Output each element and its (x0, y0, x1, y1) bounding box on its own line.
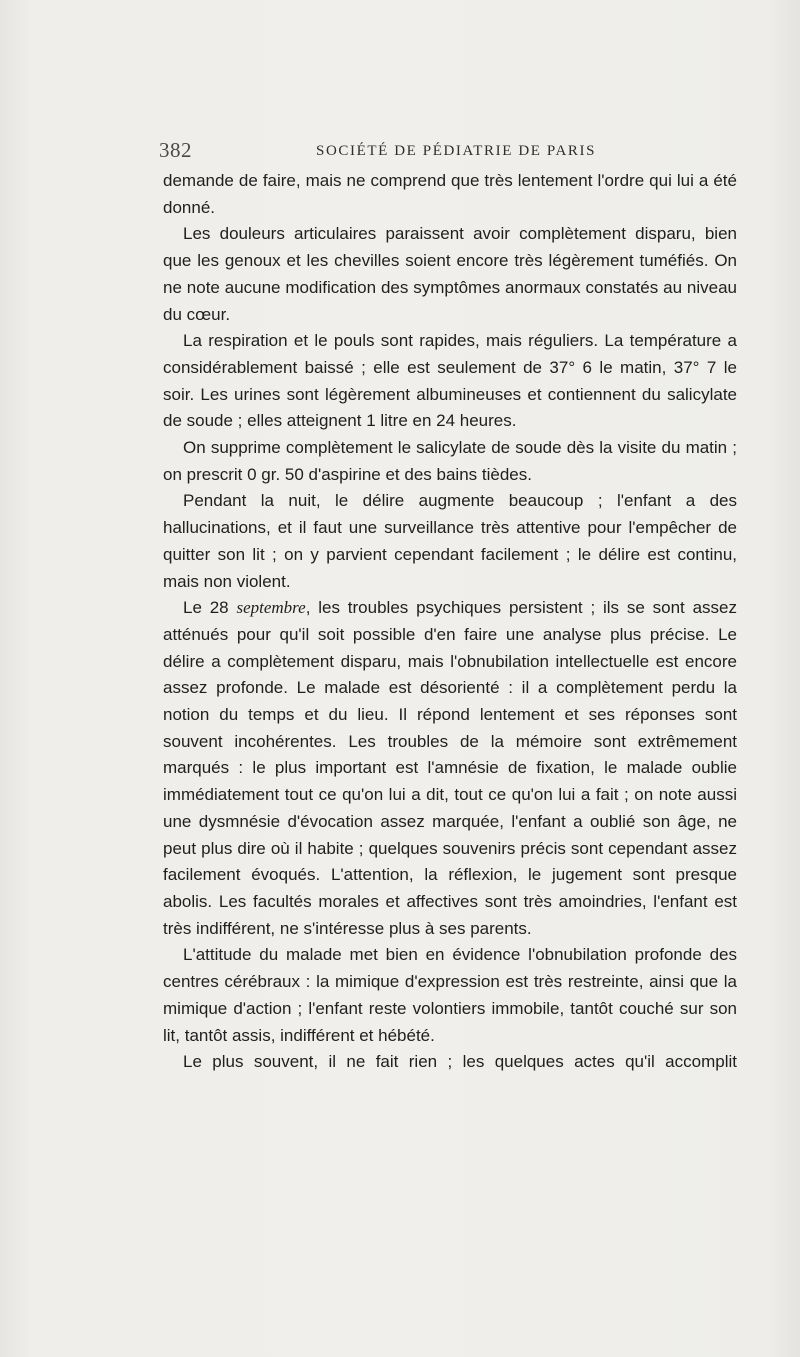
text-run: demande de faire, mais ne comprend que très lentement l'ordre qui lui a été donné. (163, 171, 737, 217)
text-run: La respiration et le pouls sont rapides, mais réguliers. La température a considérablement baissé ; elle est seulement de 37° 6 le matin, 37° 7 le soir. Les urines sont légèrement albumineuses et contiennent du salicylate de soude ; elles atteignent 1 litre en 24 heures. (163, 331, 737, 431)
text-run: Le plus souvent, il ne fait rien ; les quelques actes qu'il accomplit (183, 1052, 737, 1072)
italic-date: septembre (236, 598, 306, 618)
text-run: L'attitude du malade met bien en évidence l'obnubilation profonde des centres cérébraux : la mimique d'expression est très restreinte, ainsi que la mimique d'action ; l'enfant reste volontiers immobile, tantôt couché sur son lit, tantôt assis, indifférent et hébété. (163, 945, 737, 1045)
paragraph (163, 168, 737, 221)
text-run: Le 28 (183, 598, 237, 618)
text-run: Pendant la nuit, le délire augmente beaucoup ; l'enfant a des hallucinations, et il faut une surveillance très attentive pour l'empêcher de quitter son lit ; on y parvient cependant facilement ; le délire est continu, mais non violent. (163, 491, 737, 591)
paragraph (163, 328, 737, 435)
page-number: 382 (159, 138, 192, 162)
body-text (163, 168, 737, 1076)
text-run: , les troubles psychiques persistent ; ils se sont assez atténués pour qu'il soit possible d'en faire une analyse plus précise. Le délire a complètement disparu, mais l'obnubilation intellectuelle est encore assez profonde. Le malade est désorienté : il a complètement perdu la notion du temps et du lieu. Il répond lentement et ses réponses sont souvent incohérentes. Les troubles de la mémoire sont extrêmement marqués : le plus important est l'amnésie de fixation, le malade oublie immédiatement tout ce qu'on lui a dit, tout ce qu'on lui a fait ; on note aussi une dysmnésie d'évocation assez marquée, l'enfant a oublié son âge, ne peut plus dire où il habite ; quelques souvenirs précis sont cependant assez facilement évoqués. L'attention, la réflexion, le jugement sont presque abolis. Les facultés morales et affectives sont très amoindries, l'enfant est très indifférent, ne s'intéresse plus à ses parents. (163, 598, 738, 938)
paragraph (163, 221, 737, 328)
text-run: Les douleurs articulaires paraissent avoir complètement disparu, bien que les genoux et les chevilles soient encore très légèrement tuméfiés. On ne note aucune modification des symptômes anormaux constatés au niveau du cœur. (163, 224, 737, 324)
page-header (159, 138, 737, 168)
paragraph (163, 1049, 737, 1076)
paragraph (163, 595, 737, 942)
paragraph (163, 942, 737, 1049)
paragraph (163, 488, 737, 595)
paragraph (163, 435, 737, 488)
text-run: On supprime complètement le salicylate de soude dès la visite du matin ; on prescrit 0 gr. 50 d'aspirine et des bains tièdes. (163, 438, 737, 484)
running-title: SOCIÉTÉ DE PÉDIATRIE DE PARIS (316, 143, 597, 159)
